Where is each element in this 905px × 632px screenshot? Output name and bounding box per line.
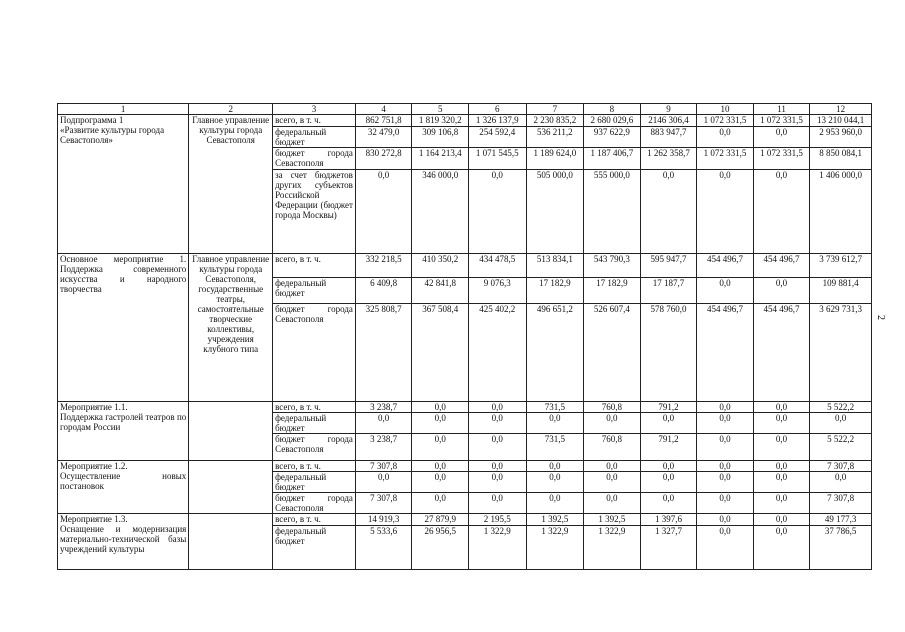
amount-cell: 0,0: [697, 461, 754, 472]
amount-cell: 0,0: [469, 434, 527, 461]
amount-cell: 434 478,5: [469, 254, 527, 278]
amount-cell: 2 680 029,6: [584, 115, 641, 127]
amount-cell: 0,0: [697, 170, 754, 254]
amount-cell: 17 182,9: [584, 278, 641, 304]
executor-cell: [189, 461, 273, 514]
amount-cell: 17 182,9: [526, 278, 584, 304]
amount-cell: 1 164 213,4: [412, 148, 469, 170]
funding-source-cell: федеральный бюджет: [273, 278, 356, 304]
amount-cell: 0,0: [753, 278, 810, 304]
amount-cell: 0,0: [697, 402, 754, 413]
amount-cell: 9 076,3: [469, 278, 527, 304]
amount-cell: 5 522,2: [810, 434, 872, 461]
amount-cell: 37 786,5: [810, 526, 872, 570]
amount-cell: 2 230 835,2: [526, 115, 584, 127]
amount-cell: 0,0: [697, 526, 754, 570]
header-cell: 2: [189, 104, 273, 115]
funding-source-cell: бюджет города Севастополя: [273, 493, 356, 514]
amount-cell: 862 751,8: [355, 115, 412, 127]
budget-table: [57, 103, 872, 570]
amount-cell: 0,0: [412, 461, 469, 472]
amount-cell: 325 808,7: [355, 304, 412, 402]
amount-cell: 7 307,8: [355, 493, 412, 514]
amount-cell: 17 187,7: [640, 278, 697, 304]
funding-source-cell: федеральный бюджет: [273, 526, 356, 570]
executor-cell: [189, 514, 273, 570]
amount-cell: 2 953 960,0: [810, 127, 872, 148]
header-cell: 12: [810, 104, 872, 115]
funding-source-cell: всего, в т. ч.: [273, 402, 356, 413]
amount-cell: 731,5: [526, 434, 584, 461]
funding-source-cell: всего, в т. ч.: [273, 254, 356, 278]
amount-cell: 0,0: [640, 493, 697, 514]
amount-cell: 0,0: [640, 413, 697, 434]
funding-source-cell: федеральный бюджет: [273, 127, 356, 148]
amount-cell: 0,0: [640, 461, 697, 472]
amount-cell: 0,0: [526, 461, 584, 472]
amount-cell: 0,0: [697, 434, 754, 461]
header-cell: 9: [640, 104, 697, 115]
header-cell: 5: [412, 104, 469, 115]
header-cell: 6: [469, 104, 527, 115]
header-cell: 1: [58, 104, 189, 115]
executor-cell: Главное управление культуры города Севастополя, государственные театры, самостоятельные творческие коллективы, учреждения клубного типа: [189, 254, 273, 402]
amount-cell: 454 496,7: [697, 304, 754, 402]
amount-cell: 513 834,1: [526, 254, 584, 278]
amount-cell: 0,0: [526, 413, 584, 434]
amount-cell: 3 629 731,3: [810, 304, 872, 402]
amount-cell: 49 177,3: [810, 514, 872, 526]
amount-cell: 0,0: [697, 472, 754, 493]
amount-cell: 6 409,8: [355, 278, 412, 304]
page-number: 2: [875, 315, 886, 320]
header-cell: 3: [273, 104, 356, 115]
amount-cell: 1 072 331,5: [753, 148, 810, 170]
funding-source-cell: федеральный бюджет: [273, 472, 356, 493]
program-name-cell: Мероприятие 1.2. Осуществление новых постановок: [58, 461, 189, 514]
amount-cell: 731,5: [526, 402, 584, 413]
program-name-cell: Основное мероприятие 1. Поддержка современного искусства и народного творчества: [58, 254, 189, 402]
amount-cell: 425 402,2: [469, 304, 527, 402]
amount-cell: 0,0: [469, 402, 527, 413]
amount-cell: 1 392,5: [584, 514, 641, 526]
executor-cell: [189, 402, 273, 461]
header-cell: 7: [526, 104, 584, 115]
amount-cell: 0,0: [810, 413, 872, 434]
amount-cell: 883 947,7: [640, 127, 697, 148]
amount-cell: 0,0: [526, 472, 584, 493]
amount-cell: 543 790,3: [584, 254, 641, 278]
amount-cell: 0,0: [584, 461, 641, 472]
table-body: [58, 104, 872, 570]
amount-cell: 595 947,7: [640, 254, 697, 278]
amount-cell: 1 392,5: [526, 514, 584, 526]
amount-cell: 454 496,7: [697, 254, 754, 278]
amount-cell: 3 739 612,7: [810, 254, 872, 278]
amount-cell: 13 210 044,1: [810, 115, 872, 127]
table-row: [58, 115, 872, 127]
amount-cell: 1 072 331,5: [697, 148, 754, 170]
amount-cell: 1 072 331,5: [753, 115, 810, 127]
amount-cell: 7 307,8: [810, 461, 872, 472]
amount-cell: 0,0: [753, 514, 810, 526]
amount-cell: 0,0: [697, 278, 754, 304]
amount-cell: 0,0: [584, 472, 641, 493]
amount-cell: 0,0: [697, 493, 754, 514]
amount-cell: 1 189 624,0: [526, 148, 584, 170]
funding-source-cell: бюджет города Севастополя: [273, 434, 356, 461]
amount-cell: 454 496,7: [753, 254, 810, 278]
amount-cell: 536 211,2: [526, 127, 584, 148]
amount-cell: 0,0: [469, 493, 527, 514]
amount-cell: 505 000,0: [526, 170, 584, 254]
amount-cell: 830 272,8: [355, 148, 412, 170]
amount-cell: 0,0: [469, 413, 527, 434]
amount-cell: 0,0: [355, 472, 412, 493]
amount-cell: 0,0: [697, 413, 754, 434]
amount-cell: 1 406 000,0: [810, 170, 872, 254]
amount-cell: 1 187 406,7: [584, 148, 641, 170]
amount-cell: 3 238,7: [355, 434, 412, 461]
amount-cell: 0,0: [753, 413, 810, 434]
amount-cell: 27 879,9: [412, 514, 469, 526]
header-cell: 8: [584, 104, 641, 115]
amount-cell: 0,0: [526, 493, 584, 514]
header-row: [58, 104, 872, 115]
amount-cell: 0,0: [753, 493, 810, 514]
funding-source-cell: бюджет города Севастополя: [273, 304, 356, 402]
amount-cell: 0,0: [584, 413, 641, 434]
amount-cell: 0,0: [753, 402, 810, 413]
amount-cell: 5 522,2: [810, 402, 872, 413]
funding-source-cell: бюджет города Севастополя: [273, 148, 356, 170]
amount-cell: 1 327,7: [640, 526, 697, 570]
amount-cell: 0,0: [469, 461, 527, 472]
amount-cell: 42 841,8: [412, 278, 469, 304]
amount-cell: 2 195,5: [469, 514, 527, 526]
table-row: [58, 254, 872, 278]
amount-cell: 0,0: [412, 472, 469, 493]
amount-cell: 14 919,3: [355, 514, 412, 526]
amount-cell: 26 956,5: [412, 526, 469, 570]
table-row: [58, 514, 872, 526]
amount-cell: 0,0: [469, 472, 527, 493]
funding-source-cell: федеральный бюджет: [273, 413, 356, 434]
funding-source-cell: за счет бюджетов других субъектов Российской Федерации (бюджет города Москвы): [273, 170, 356, 254]
amount-cell: 1 072 331,5: [697, 115, 754, 127]
table-row: [58, 402, 872, 413]
amount-cell: 2146 306,4: [640, 115, 697, 127]
amount-cell: 1 322,9: [526, 526, 584, 570]
amount-cell: 254 592,4: [469, 127, 527, 148]
amount-cell: 760,8: [584, 402, 641, 413]
program-name-cell: Мероприятие 1.3. Оснащение и модернизация материально-технической базы учреждений культуры: [58, 514, 189, 570]
program-name-cell: Подпрограмма 1 «Развитие культуры города Севастополя»: [58, 115, 189, 254]
amount-cell: 410 350,2: [412, 254, 469, 278]
amount-cell: 0,0: [412, 413, 469, 434]
amount-cell: 0,0: [753, 526, 810, 570]
amount-cell: 0,0: [412, 493, 469, 514]
amount-cell: 0,0: [753, 461, 810, 472]
amount-cell: 0,0: [355, 413, 412, 434]
program-name-cell: Мероприятие 1.1. Поддержка гастролей театров по городам России: [58, 402, 189, 461]
amount-cell: 1 071 545,5: [469, 148, 527, 170]
amount-cell: 791,2: [640, 402, 697, 413]
amount-cell: 7 307,8: [810, 493, 872, 514]
amount-cell: 1 322,9: [469, 526, 527, 570]
amount-cell: 555 000,0: [584, 170, 641, 254]
amount-cell: 496 651,2: [526, 304, 584, 402]
executor-cell: Главное управление культуры города Севастополя: [189, 115, 273, 254]
funding-source-cell: всего, в т. ч.: [273, 461, 356, 472]
amount-cell: 760,8: [584, 434, 641, 461]
amount-cell: 1 322,9: [584, 526, 641, 570]
header-cell: 4: [355, 104, 412, 115]
amount-cell: 0,0: [584, 493, 641, 514]
amount-cell: 109 881,4: [810, 278, 872, 304]
amount-cell: 0,0: [810, 472, 872, 493]
amount-cell: 454 496,7: [753, 304, 810, 402]
amount-cell: 0,0: [640, 170, 697, 254]
amount-cell: 0,0: [412, 402, 469, 413]
amount-cell: 3 238,7: [355, 402, 412, 413]
funding-source-cell: всего, в т. ч.: [273, 514, 356, 526]
amount-cell: 0,0: [412, 434, 469, 461]
amount-cell: 346 000,0: [412, 170, 469, 254]
table-row: [58, 461, 872, 472]
amount-cell: 526 607,4: [584, 304, 641, 402]
header-cell: 11: [753, 104, 810, 115]
funding-source-cell: всего, в т. ч.: [273, 115, 356, 127]
amount-cell: 367 508,4: [412, 304, 469, 402]
amount-cell: 0,0: [753, 170, 810, 254]
amount-cell: 32 479,0: [355, 127, 412, 148]
amount-cell: 0,0: [753, 472, 810, 493]
amount-cell: 0,0: [697, 514, 754, 526]
amount-cell: 7 307,8: [355, 461, 412, 472]
amount-cell: 1 262 358,7: [640, 148, 697, 170]
amount-cell: 1 819 320,2: [412, 115, 469, 127]
amount-cell: 0,0: [697, 127, 754, 148]
amount-cell: 332 218,5: [355, 254, 412, 278]
amount-cell: 8 850 084,1: [810, 148, 872, 170]
amount-cell: 309 106,8: [412, 127, 469, 148]
amount-cell: 1 397,6: [640, 514, 697, 526]
amount-cell: 937 622,9: [584, 127, 641, 148]
amount-cell: 5 533,6: [355, 526, 412, 570]
amount-cell: 0,0: [753, 127, 810, 148]
amount-cell: 0,0: [640, 472, 697, 493]
amount-cell: 578 760,0: [640, 304, 697, 402]
amount-cell: 791,2: [640, 434, 697, 461]
amount-cell: 0,0: [753, 434, 810, 461]
header-cell: 10: [697, 104, 754, 115]
amount-cell: 1 326 137,9: [469, 115, 527, 127]
amount-cell: 0,0: [355, 170, 412, 254]
amount-cell: 0,0: [469, 170, 527, 254]
